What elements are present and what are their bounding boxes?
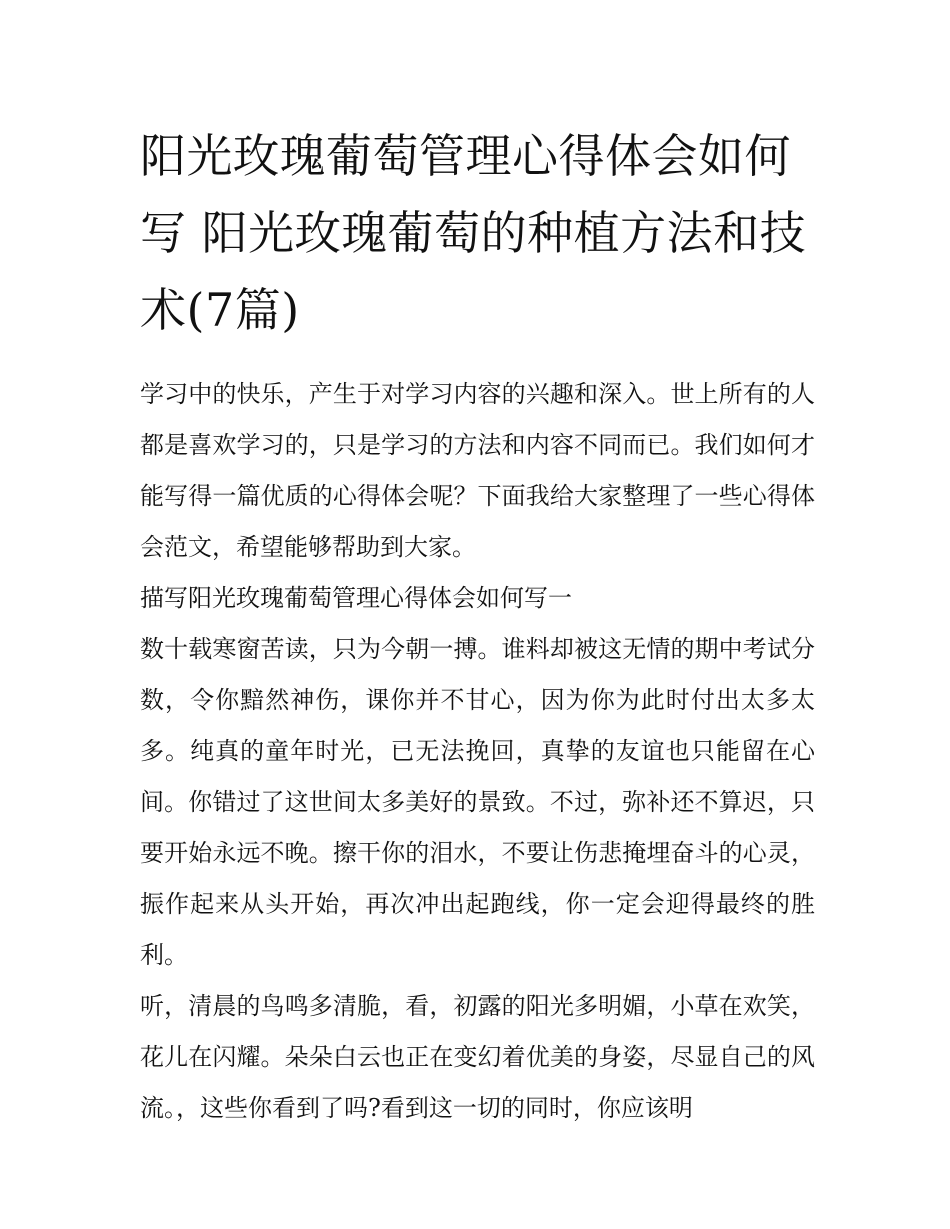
body-paragraph-1: 数十载寒窗苦读，只为今朝一搏。谁料却被这无情的期中考试分数，令你黯然神伤，课你并不甘心，因为你为此时付出太多太多。纯真的童年时光，已无法挽回，真挚的友谊也只能留在心间。你错过了这世间太多美好的景致。不过，弥补还不算迟，只要开始永远不晚。擦干你的泪水，不要让伤悲掩埋奋斗的心灵，振作起来从头开始，再次冲出起跑线，你一定会迎得最终的胜利。 bbox=[140, 635, 815, 969]
body-paragraph-2: 听，清晨的鸟鸣多清脆，看，初露的阳光多明媚，小草在欢笑，花儿在闪耀。朵朵白云也正在变幻着优美的身姿，尽显自己的风流。，这些你看到了吗?看到这一切的同时，你应该明 bbox=[140, 992, 815, 1122]
section-heading: 描写阳光玫瑰葡萄管理心得体会如何写一 bbox=[140, 584, 572, 612]
intro-paragraph: 学习中的快乐，产生于对学习内容的兴趣和深入。世上所有的人都是喜欢学习的，只是学习的方法和内容不同而已。我们如何才能写得一篇优质的心得体会呢？下面我给大家整理了一些心得体会范文，希望能够帮助到大家。 bbox=[140, 380, 815, 561]
document-page bbox=[140, 118, 815, 1134]
document-title: 阳光玫瑰葡萄管理心得体会如何写 阳光玫瑰葡萄的种植方法和技术(7篇) bbox=[140, 129, 807, 337]
